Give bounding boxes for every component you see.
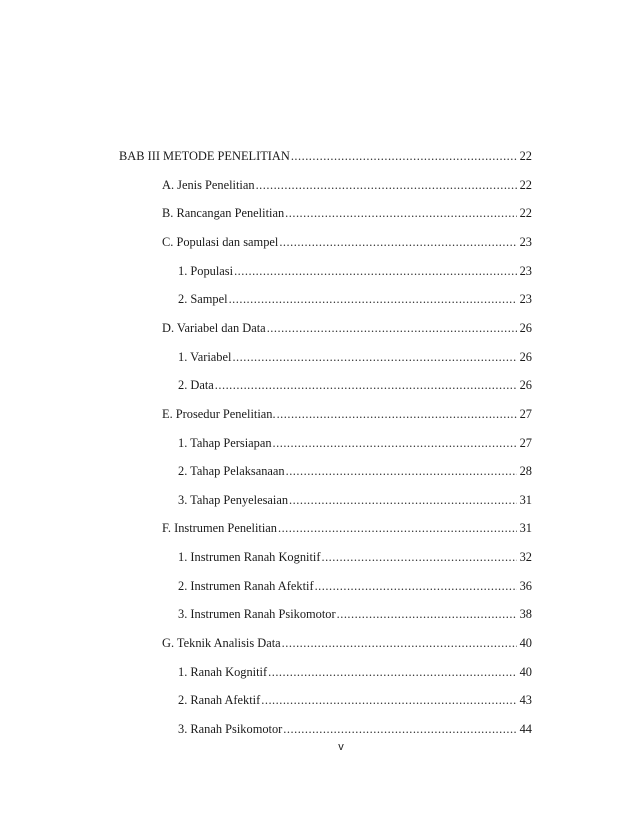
toc-entry-label: 3. Ranah Psikomotor: [178, 722, 283, 736]
toc-entry-label: 2. Tahap Pelaksanaan: [178, 464, 285, 478]
toc-entry-section-d: [162, 320, 532, 336]
toc-dot-leader: [261, 692, 516, 708]
toc-entry-label: 1. Variabel: [178, 350, 232, 364]
toc-entry-page: 27: [519, 436, 532, 450]
toc-entry-subsection-f2: [178, 578, 532, 594]
toc-entry-label: E. Prosedur Penelitian.: [162, 407, 276, 421]
toc-entry-subsection-g1: [178, 664, 532, 680]
toc-entry-label: F. Instrumen Penelitian: [162, 521, 277, 535]
toc-entry-label: 1. Tahap Persiapan: [178, 436, 272, 450]
toc-entry-label: 2. Data: [178, 378, 214, 392]
toc-dot-leader: [283, 721, 516, 737]
toc-dot-leader: [321, 549, 516, 565]
toc-entry-label: 3. Tahap Penyelesaian: [178, 493, 289, 507]
toc-entry-subsection-e3: [178, 492, 532, 508]
toc-entry-label: G. Teknik Analisis Data: [162, 636, 281, 650]
toc-entry-label: 2. Sampel: [178, 292, 228, 306]
toc-entry-page: 23: [519, 235, 532, 249]
toc-entry-page: 44: [519, 722, 532, 736]
toc-dot-leader: [267, 320, 517, 336]
toc-dot-leader: [286, 463, 517, 479]
toc-dot-leader: [273, 435, 517, 451]
toc-dot-leader: [279, 234, 516, 250]
toc-entry-page: 22: [519, 206, 532, 220]
toc-entry-page: 22: [519, 149, 532, 163]
toc-entry-page: 36: [519, 579, 532, 593]
toc-dot-leader: [268, 664, 516, 680]
toc-dot-leader: [215, 377, 517, 393]
toc-entry-page: 38: [519, 607, 532, 621]
toc-entry-subsection-d2: [178, 377, 532, 393]
toc-dot-leader: [291, 148, 517, 164]
toc-entry-page: 26: [519, 350, 532, 364]
toc-entry-page: 28: [519, 464, 532, 478]
toc-entry-page: 23: [519, 292, 532, 306]
toc-dot-leader: [337, 606, 517, 622]
toc-entry-label: BAB III METODE PENELITIAN: [119, 149, 290, 163]
toc-entry-page: 31: [519, 493, 532, 507]
toc-entry-subsection-g2: [178, 692, 532, 708]
toc-entry-page: 26: [519, 321, 532, 335]
toc-entry-subsection-d1: [178, 349, 532, 365]
toc-dot-leader: [289, 492, 517, 508]
toc-entry-page: 27: [519, 407, 532, 421]
toc-entry-section-f: [162, 520, 532, 536]
toc-entry-subsection-e1: [178, 435, 532, 451]
toc-entry-label: 3. Instrumen Ranah Psikomotor: [178, 607, 336, 621]
page-number: v: [338, 741, 344, 753]
toc-dot-leader: [277, 406, 517, 422]
toc-entry-page: 43: [519, 693, 532, 707]
toc-entry-subsection-f3: [178, 606, 532, 622]
toc-entry-page: 32: [519, 550, 532, 564]
toc-entry-label: B. Rancangan Penelitian: [162, 206, 285, 220]
toc-entry-subsection-f1: [178, 549, 532, 565]
toc-entry-subsection-g3: [178, 721, 532, 737]
toc-dot-leader: [232, 349, 516, 365]
toc-entry-chapter-3: [119, 148, 532, 164]
toc-dot-leader: [315, 578, 517, 594]
toc-dot-leader: [229, 291, 517, 307]
toc-dot-leader: [282, 635, 517, 651]
toc-entry-subsection-e2: [178, 463, 532, 479]
toc-entry-label: 1. Populasi: [178, 264, 234, 278]
toc-entry-page: 23: [519, 264, 532, 278]
toc-dot-leader: [278, 520, 517, 536]
toc-entry-section-a: [162, 177, 532, 193]
toc-entry-section-b: [162, 205, 532, 221]
toc-dot-leader: [256, 177, 517, 193]
toc-entry-page: 40: [519, 636, 532, 650]
toc-entry-page: 31: [519, 521, 532, 535]
toc-entry-label: C. Populasi dan sampel: [162, 235, 279, 249]
toc-entry-section-c: [162, 234, 532, 250]
toc-entry-label: 2. Instrumen Ranah Afektif: [178, 579, 314, 593]
toc-entry-label: A. Jenis Penelitian: [162, 178, 255, 192]
toc-entry-subsection-c1: [178, 263, 532, 279]
toc-entry-page: 40: [519, 665, 532, 679]
toc-entry-section-g: [162, 635, 532, 651]
toc-entry-label: 1. Instrumen Ranah Kognitif: [178, 550, 321, 564]
toc-dot-leader: [234, 263, 517, 279]
toc-entry-page: 26: [519, 378, 532, 392]
toc-entry-label: 1. Ranah Kognitif: [178, 665, 268, 679]
toc-entry-label: 2. Ranah Afektif: [178, 693, 261, 707]
toc-dot-leader: [285, 205, 516, 221]
toc-entry-label: D. Variabel dan Data: [162, 321, 266, 335]
toc-entry-page: 22: [519, 178, 532, 192]
toc-entry-section-e: [162, 406, 532, 422]
toc-entry-subsection-c2: [178, 291, 532, 307]
